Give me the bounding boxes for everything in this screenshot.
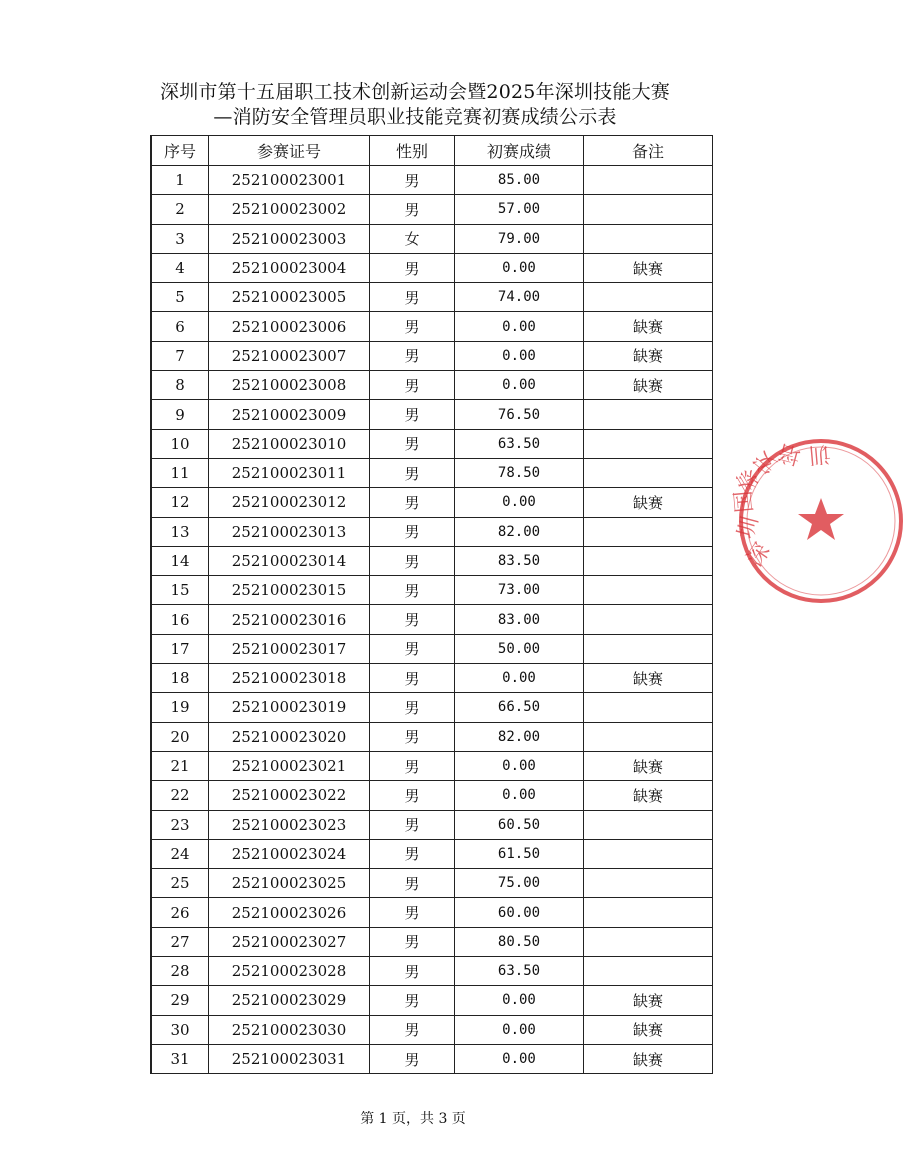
cell-score: 76.50 xyxy=(455,400,584,429)
cell-gender: 男 xyxy=(370,253,455,282)
cell-index: 21 xyxy=(151,751,209,780)
cell-index: 25 xyxy=(151,869,209,898)
cell-index: 28 xyxy=(151,957,209,986)
cell-gender: 男 xyxy=(370,283,455,312)
table-row xyxy=(151,400,713,429)
table-row xyxy=(151,195,713,224)
cell-index: 29 xyxy=(151,986,209,1015)
svg-text:安: 安 xyxy=(748,445,782,479)
cell-index: 16 xyxy=(151,605,209,634)
cell-id: 252100023022 xyxy=(209,781,370,810)
cell-note: 缺赛 xyxy=(584,1015,713,1044)
cell-id: 252100023020 xyxy=(209,722,370,751)
cell-note xyxy=(584,810,713,839)
cell-id: 252100023019 xyxy=(209,693,370,722)
cell-note xyxy=(584,693,713,722)
column-header-gender: 性别 xyxy=(370,136,455,166)
cell-note: 缺赛 xyxy=(584,371,713,400)
cell-note xyxy=(584,927,713,956)
cell-id: 252100023010 xyxy=(209,429,370,458)
cell-score: 50.00 xyxy=(455,634,584,663)
cell-id: 252100023011 xyxy=(209,458,370,487)
cell-note xyxy=(584,195,713,224)
table-row xyxy=(151,927,713,956)
cell-gender: 男 xyxy=(370,400,455,429)
cell-note xyxy=(584,429,713,458)
table-row xyxy=(151,693,713,722)
cell-note: 缺赛 xyxy=(584,751,713,780)
table-row xyxy=(151,1044,713,1073)
cell-gender: 男 xyxy=(370,693,455,722)
cell-gender: 男 xyxy=(370,722,455,751)
cell-gender: 男 xyxy=(370,546,455,575)
cell-score: 78.50 xyxy=(455,458,584,487)
cell-index: 13 xyxy=(151,517,209,546)
cell-score: 61.50 xyxy=(455,839,584,868)
svg-text:深: 深 xyxy=(742,539,776,572)
cell-id: 252100023001 xyxy=(209,166,370,195)
cell-id: 252100023021 xyxy=(209,751,370,780)
table-row xyxy=(151,312,713,341)
cell-id: 252100023027 xyxy=(209,927,370,956)
cell-note: 缺赛 xyxy=(584,341,713,370)
cell-score: 0.00 xyxy=(455,312,584,341)
cell-score: 0.00 xyxy=(455,488,584,517)
cell-index: 8 xyxy=(151,371,209,400)
cell-id: 252100023006 xyxy=(209,312,370,341)
cell-note: 缺赛 xyxy=(584,312,713,341)
table-row xyxy=(151,605,713,634)
cell-id: 252100023024 xyxy=(209,839,370,868)
table-row xyxy=(151,839,713,868)
cell-index: 26 xyxy=(151,898,209,927)
cell-gender: 女 xyxy=(370,224,455,253)
cell-score: 0.00 xyxy=(455,371,584,400)
cell-id: 252100023015 xyxy=(209,576,370,605)
cell-index: 11 xyxy=(151,458,209,487)
cell-note: 缺赛 xyxy=(584,664,713,693)
cell-score: 0.00 xyxy=(455,751,584,780)
cell-gender: 男 xyxy=(370,488,455,517)
table-row xyxy=(151,546,713,575)
cell-gender: 男 xyxy=(370,1044,455,1073)
cell-note xyxy=(584,839,713,868)
cell-score: 79.00 xyxy=(455,224,584,253)
cell-score: 63.50 xyxy=(455,429,584,458)
cell-index: 2 xyxy=(151,195,209,224)
cell-id: 252100023002 xyxy=(209,195,370,224)
table-row xyxy=(151,898,713,927)
cell-score: 74.00 xyxy=(455,283,584,312)
column-header-index: 序号 xyxy=(151,136,209,166)
cell-index: 14 xyxy=(151,546,209,575)
cell-note xyxy=(584,224,713,253)
cell-note xyxy=(584,605,713,634)
cell-id: 252100023007 xyxy=(209,341,370,370)
cell-index: 7 xyxy=(151,341,209,370)
cell-gender: 男 xyxy=(370,517,455,546)
cell-gender: 男 xyxy=(370,195,455,224)
cell-score: 60.00 xyxy=(455,898,584,927)
cell-index: 5 xyxy=(151,283,209,312)
cell-gender: 男 xyxy=(370,458,455,487)
cell-gender: 男 xyxy=(370,810,455,839)
cell-id: 252100023028 xyxy=(209,957,370,986)
svg-text:泰: 泰 xyxy=(732,463,766,496)
cell-id: 252100023026 xyxy=(209,898,370,927)
cell-gender: 男 xyxy=(370,429,455,458)
page-footer: 第 1 页，共 3 页 xyxy=(360,1111,466,1127)
column-header-id: 参赛证号 xyxy=(209,136,370,166)
score-table xyxy=(150,135,713,1074)
cell-gender: 男 xyxy=(370,664,455,693)
cell-note xyxy=(584,634,713,663)
table-row xyxy=(151,283,713,312)
table-row xyxy=(151,1015,713,1044)
table-row xyxy=(151,458,713,487)
table-row xyxy=(151,341,713,370)
cell-index: 22 xyxy=(151,781,209,810)
cell-gender: 男 xyxy=(370,166,455,195)
cell-index: 31 xyxy=(151,1044,209,1073)
cell-index: 27 xyxy=(151,927,209,956)
document-title-line2: —消防安全管理员职业技能竞赛初赛成绩公示表 xyxy=(213,106,617,128)
cell-note: 缺赛 xyxy=(584,488,713,517)
cell-score: 85.00 xyxy=(455,166,584,195)
column-header-score: 初赛成绩 xyxy=(455,136,584,166)
cell-index: 12 xyxy=(151,488,209,517)
svg-text:圳: 圳 xyxy=(733,513,764,542)
cell-index: 3 xyxy=(151,224,209,253)
cell-note xyxy=(584,576,713,605)
cell-id: 252100023025 xyxy=(209,869,370,898)
cell-gender: 男 xyxy=(370,869,455,898)
cell-index: 9 xyxy=(151,400,209,429)
cell-gender: 男 xyxy=(370,634,455,663)
cell-score: 75.00 xyxy=(455,869,584,898)
cell-id: 252100023031 xyxy=(209,1044,370,1073)
cell-gender: 男 xyxy=(370,341,455,370)
cell-score: 0.00 xyxy=(455,781,584,810)
cell-note xyxy=(584,458,713,487)
cell-gender: 男 xyxy=(370,605,455,634)
cell-gender: 男 xyxy=(370,576,455,605)
cell-id: 252100023014 xyxy=(209,546,370,575)
cell-gender: 男 xyxy=(370,957,455,986)
cell-id: 252100023003 xyxy=(209,224,370,253)
cell-note xyxy=(584,869,713,898)
cell-note xyxy=(584,898,713,927)
cell-note: 缺赛 xyxy=(584,253,713,282)
cell-score: 66.50 xyxy=(455,693,584,722)
cell-note xyxy=(584,957,713,986)
cell-index: 17 xyxy=(151,634,209,663)
column-header-note: 备注 xyxy=(584,136,713,166)
table-row xyxy=(151,869,713,898)
table-body xyxy=(151,166,713,1074)
cell-index: 24 xyxy=(151,839,209,868)
cell-id: 252100023009 xyxy=(209,400,370,429)
table-row xyxy=(151,986,713,1015)
cell-score: 60.50 xyxy=(455,810,584,839)
cell-score: 82.00 xyxy=(455,722,584,751)
table-row xyxy=(151,517,713,546)
cell-note: 缺赛 xyxy=(584,986,713,1015)
cell-score: 82.00 xyxy=(455,517,584,546)
cell-score: 0.00 xyxy=(455,1015,584,1044)
cell-note xyxy=(584,546,713,575)
table-row xyxy=(151,576,713,605)
svg-text:国: 国 xyxy=(731,489,758,514)
cell-score: 0.00 xyxy=(455,253,584,282)
cell-index: 18 xyxy=(151,664,209,693)
cell-gender: 男 xyxy=(370,751,455,780)
cell-index: 30 xyxy=(151,1015,209,1044)
cell-score: 0.00 xyxy=(455,986,584,1015)
cell-id: 252100023023 xyxy=(209,810,370,839)
cell-score: 73.00 xyxy=(455,576,584,605)
svg-text:训: 训 xyxy=(807,440,832,467)
table-row xyxy=(151,166,713,195)
cell-id: 252100023017 xyxy=(209,634,370,663)
cell-index: 23 xyxy=(151,810,209,839)
table-row xyxy=(151,810,713,839)
cell-index: 6 xyxy=(151,312,209,341)
cell-id: 252100023016 xyxy=(209,605,370,634)
cell-note: 缺赛 xyxy=(584,1044,713,1073)
table-header-row xyxy=(151,136,713,166)
cell-index: 20 xyxy=(151,722,209,751)
cell-id: 252100023012 xyxy=(209,488,370,517)
cell-index: 19 xyxy=(151,693,209,722)
cell-note xyxy=(584,400,713,429)
cell-id: 252100023005 xyxy=(209,283,370,312)
table-row xyxy=(151,488,713,517)
cell-gender: 男 xyxy=(370,781,455,810)
cell-score: 0.00 xyxy=(455,341,584,370)
cell-gender: 男 xyxy=(370,898,455,927)
cell-score: 63.50 xyxy=(455,957,584,986)
table-row xyxy=(151,781,713,810)
cell-gender: 男 xyxy=(370,927,455,956)
table-row xyxy=(151,722,713,751)
cell-note xyxy=(584,722,713,751)
svg-text:培: 培 xyxy=(775,438,804,469)
cell-note: 缺赛 xyxy=(584,781,713,810)
cell-gender: 男 xyxy=(370,312,455,341)
cell-score: 57.00 xyxy=(455,195,584,224)
cell-index: 15 xyxy=(151,576,209,605)
cell-id: 252100023004 xyxy=(209,253,370,282)
cell-note xyxy=(584,166,713,195)
cell-gender: 男 xyxy=(370,371,455,400)
cell-score: 80.50 xyxy=(455,927,584,956)
table-row xyxy=(151,751,713,780)
table-row xyxy=(151,634,713,663)
cell-id: 252100023008 xyxy=(209,371,370,400)
cell-index: 1 xyxy=(151,166,209,195)
cell-note xyxy=(584,517,713,546)
table-row xyxy=(151,371,713,400)
cell-id: 252100023029 xyxy=(209,986,370,1015)
cell-id: 252100023030 xyxy=(209,1015,370,1044)
cell-score: 83.50 xyxy=(455,546,584,575)
cell-gender: 男 xyxy=(370,986,455,1015)
cell-note xyxy=(584,283,713,312)
table-row xyxy=(151,957,713,986)
cell-id: 252100023018 xyxy=(209,664,370,693)
cell-score: 83.00 xyxy=(455,605,584,634)
document-title-line1: 深圳市第十五届职工技术创新运动会暨2025年深圳技能大赛 xyxy=(160,81,670,103)
cell-score: 0.00 xyxy=(455,664,584,693)
table-row xyxy=(151,664,713,693)
cell-gender: 男 xyxy=(370,1015,455,1044)
cell-gender: 男 xyxy=(370,839,455,868)
cell-index: 4 xyxy=(151,253,209,282)
cell-score: 0.00 xyxy=(455,1044,584,1073)
cell-index: 10 xyxy=(151,429,209,458)
table-row xyxy=(151,224,713,253)
table-row xyxy=(151,429,713,458)
table-row xyxy=(151,253,713,282)
red-seal-stamp xyxy=(731,436,906,606)
cell-id: 252100023013 xyxy=(209,517,370,546)
